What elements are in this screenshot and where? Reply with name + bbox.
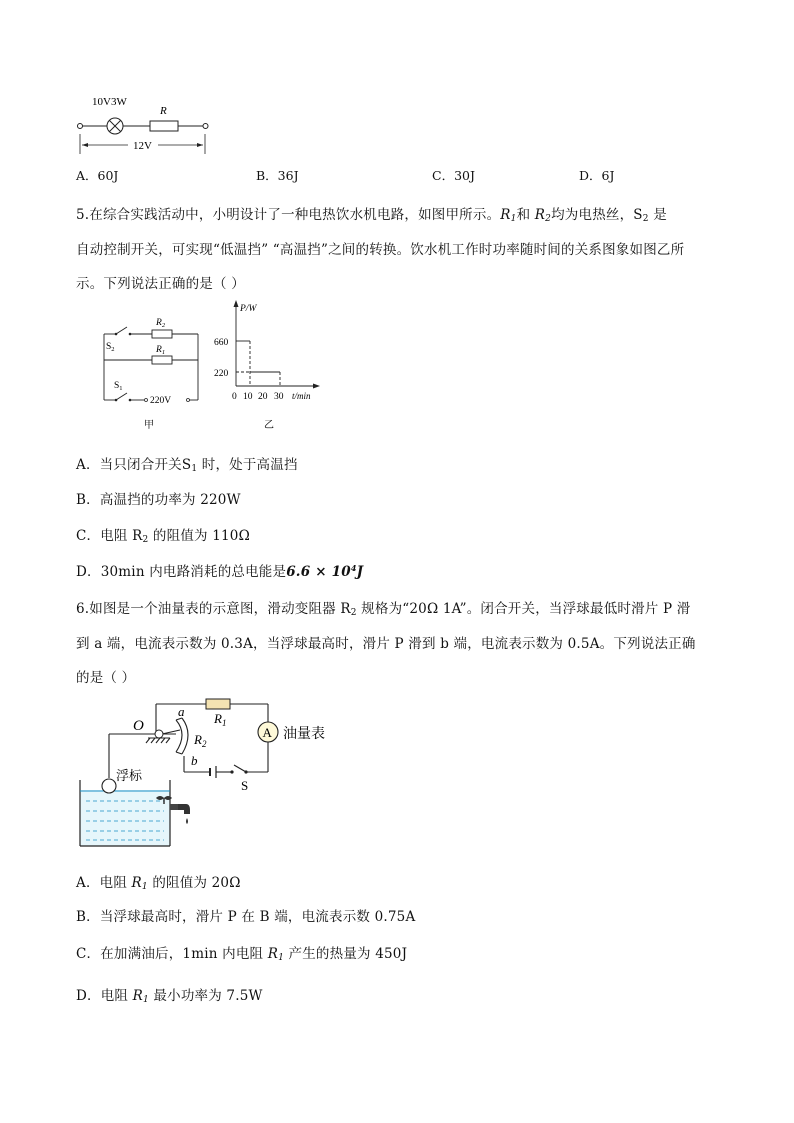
q5-r2-sub: 2 (545, 214, 552, 224)
resistor-icon (150, 121, 178, 131)
option-text: 的阻值为 20Ω (147, 875, 241, 891)
energy-unit: J (356, 564, 364, 580)
q5-s2-sub: 2 (642, 214, 649, 224)
q5-r1-sub: 1 (510, 214, 517, 224)
q6-r2-sub: 2 (350, 608, 357, 618)
endpoint-a-label: a (178, 704, 185, 719)
option-r-symbol: R (132, 988, 143, 1004)
endpoint-b-label: b (191, 753, 198, 768)
option-sub: 1 (278, 953, 285, 963)
q5-r1-symbol: R (500, 207, 511, 223)
q6-option-c[interactable] (76, 942, 407, 963)
option-r-symbol: R (131, 875, 142, 891)
q6-oil-gauge-figure (76, 694, 356, 850)
option-text: 时，处于高温挡 (197, 457, 298, 473)
supply-voltage-label: 220V (150, 396, 172, 406)
energy-math: 6.6 × 10 (286, 564, 351, 580)
q4-option-a[interactable]: A．60J (76, 168, 119, 183)
q6-option-a[interactable] (76, 871, 241, 892)
q6-stem-line-1 (76, 597, 690, 618)
s1-label: $S_1$ (114, 381, 123, 392)
svg-text:A: A (262, 725, 272, 740)
x-tick-30: 30 (274, 392, 284, 402)
q6-stem-text: 6.如图是一个油量表的示意图，滑动变阻器 R (76, 601, 351, 617)
r1-label: $R_1$ (156, 345, 166, 356)
q6-stem-text: 规格为“20Ω 1A”。闭合开关，当浮球最低时滑片 P 滑 (356, 601, 691, 617)
y-tick-660: 660 (214, 338, 229, 348)
lamp-icon (107, 118, 123, 134)
pivot-icon (155, 730, 163, 738)
q5-option-c[interactable] (76, 524, 250, 545)
y-axis-label: P/W (240, 304, 257, 314)
float-label: 浮标 (116, 768, 143, 783)
battery-icon (210, 766, 216, 778)
option-sub: 1 (143, 995, 149, 1005)
option-text: 的阻值为 110Ω (148, 528, 250, 544)
x-tick-10: 10 (243, 392, 253, 402)
q5-figure-yi (212, 298, 324, 434)
terminal-right (203, 124, 208, 129)
resistor-label: R (160, 105, 167, 117)
q5-option-b[interactable]: B．高温挡的功率为 220W (76, 492, 241, 508)
option-text: 最小功率为 7.5W (148, 988, 263, 1004)
q5-option-a[interactable] (76, 453, 298, 474)
option-text: D．30min 内电路消耗的总电能是 (76, 564, 287, 580)
option-sub: 1 (141, 882, 148, 892)
q4-option-d[interactable]: D．6J (579, 168, 615, 183)
option-text: C．在加满油后，1min 内电阻 (76, 946, 268, 962)
q5-stem-text: 5.在综合实践活动中，小明设计了一种电热饮水机电路，如图甲所示。 (76, 207, 501, 223)
pivot-o-label: O (133, 718, 144, 734)
switch-s-label: S (241, 778, 249, 793)
option-r-symbol: R (267, 946, 279, 962)
option-sub: 2 (142, 535, 149, 545)
r1-resistor-icon (206, 699, 230, 709)
q5-stem-line-1 (76, 203, 667, 224)
r2-label: $R_2$ (156, 318, 166, 329)
ammeter-icon (258, 722, 278, 742)
q4-option-c[interactable]: C．30J (432, 168, 475, 183)
oil-tank-icon (80, 780, 170, 846)
q6-option-b[interactable]: B．当浮球最高时，滑片 P 在 B 端，电流表示数 0.75A (76, 909, 416, 925)
lamp-rating-label: 10V3W (92, 96, 127, 108)
q6-stem-line-2: 到 a 端，电流表示数为 0.3A，当浮球最高时，滑片 P 滑到 b 端，电流表示数为 0.5A。下列说法正确 (76, 636, 696, 652)
q5-option-d[interactable] (76, 560, 363, 580)
q5-stem-text: 是 (648, 207, 667, 223)
r1-label: $R_1$ (214, 711, 227, 728)
option-text: 产生的热量为 450J (284, 946, 408, 962)
float-ball-icon (102, 779, 116, 793)
option-sub: 1 (191, 464, 198, 474)
q6-option-d[interactable] (76, 984, 263, 1005)
x-tick-0: 0 (232, 392, 237, 402)
s2-label: $S_2$ (106, 342, 115, 353)
option-text: A．当只闭合开关S (76, 457, 192, 473)
figure-caption-jia: 甲 (144, 420, 154, 431)
figure-caption-yi: 乙 (264, 420, 274, 431)
y-tick-220: 220 (214, 369, 229, 379)
q5-stem-line-3: 示。下列说法正确的是（ ） (76, 276, 245, 292)
q4-option-b[interactable]: B．36J (256, 168, 299, 183)
energy-exponent: 4 (350, 563, 357, 573)
q5-stem-line-2: 自动控制开关，可实现“低温挡” “高温挡”之间的转换。饮水机工作时功率随时间的关系图象如图乙所 (76, 242, 685, 258)
option-text: A．电阻 (76, 875, 132, 891)
terminal-left (78, 124, 83, 129)
oil-meter-label: 油量表 (283, 727, 325, 742)
q6-stem-line-3: 的是（ ） (76, 670, 136, 686)
q5-stem-text: 均为电热丝，S (551, 207, 643, 223)
option-text: C．电阻 R (76, 528, 143, 544)
option-text: D．电阻 (76, 988, 133, 1004)
q5-stem-text: 和 (516, 207, 535, 223)
q4-circuit-figure (70, 88, 220, 160)
r2-label: $R_2$ (194, 732, 207, 749)
q5-r2-symbol: R (534, 207, 546, 223)
x-tick-20: 20 (258, 392, 268, 402)
x-axis-label: t/min (292, 391, 311, 401)
voltage-label: 12V (133, 140, 152, 152)
q5-figure-jia (96, 312, 208, 434)
